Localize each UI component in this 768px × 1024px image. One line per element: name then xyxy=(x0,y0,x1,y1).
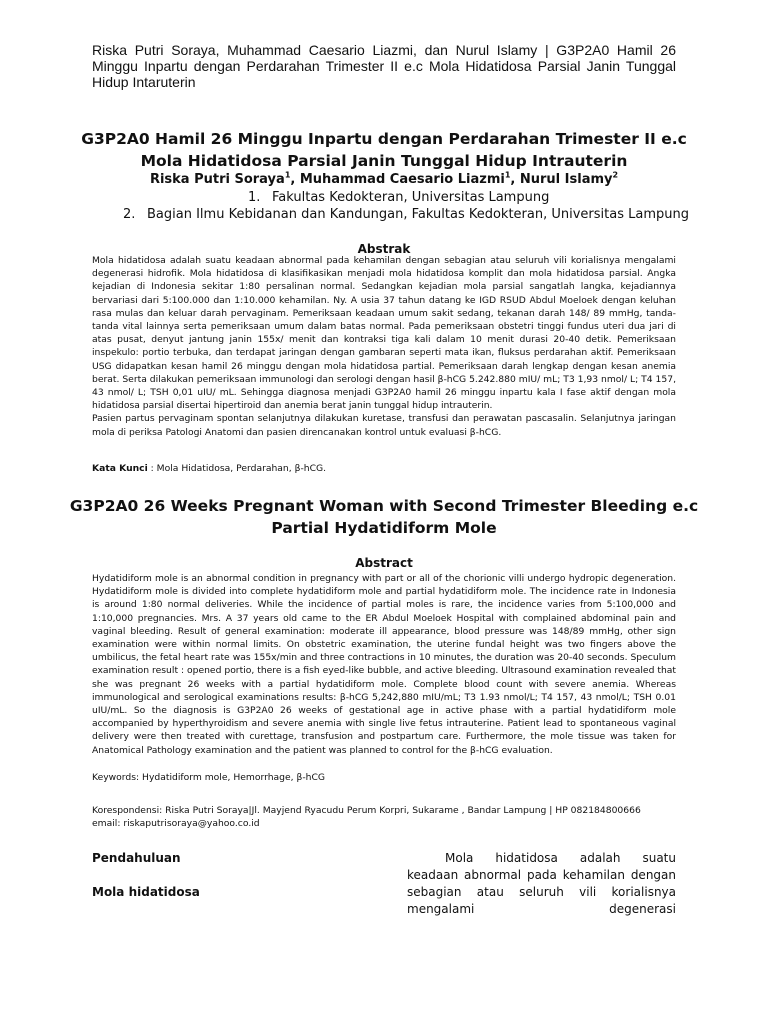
affiliation-text: Bagian Ilmu Kebidanan dan Kandungan, Fakultas Kedokteran, Universitas Lampung xyxy=(147,207,689,222)
abstrak-paragraph: Pasien partus pervaginam spontan selanjutnya dilakukan kuretase, transfusi dan perawatan pascasalin. Selanjutnya jaringan mola di periksa Patologi Anatomi dan pasien direncanakan kontrol untuk evaluasi β-hCG. xyxy=(92,413,676,438)
affiliation-number: 2. xyxy=(123,207,136,222)
intro-paragraph: Mola hidatidosa adalah suatu keadaan abnormal pada kehamilan dengan sebagian atau seluruh vili korialisnya mengalami degenerasi xyxy=(407,851,676,916)
author-list xyxy=(60,171,708,189)
keywords: Keywords: Hydatidiform mole, Hemorrhage, β-hCG xyxy=(92,772,326,783)
author-name: Nurul Islamy xyxy=(519,172,613,187)
author-affiliation-mark: 2 xyxy=(612,170,619,180)
paper-title-indonesian: G3P2A0 Hamil 26 Minggu Inpartu dengan Perdarahan Trimester II e.c Mola Hidatidosa Parsial Janin Tunggal Hidup Intrauterin xyxy=(81,130,687,170)
kata-kunci-label: Kata Kunci xyxy=(92,463,148,474)
section-heading-mola-hidatidosa: Mola hidatidosa xyxy=(92,885,200,899)
author-affiliation-mark: 1 xyxy=(284,170,291,180)
affiliation-text: Fakultas Kedokteran, Universitas Lampung xyxy=(272,190,550,205)
author-separator: , xyxy=(290,172,300,187)
abstract-heading: Abstract xyxy=(355,556,413,570)
abstrak-paragraph: Mola hidatidosa adalah suatu keadaan abnormal pada kehamilan dengan sebagian atau seluruh vili korialisnya mengalami degenerasi hidrofik. Mola hidatidosa di klasifikasikan menjadi mola hidatidosa komplit dan mola hidatidosa parsial. Angka kejadian di Indonesia sekitar 1:80 persalinan normal. Sedangkan kejadian mola parsial sangatlah langka, kejadiannya bervariasi dari 5:100.000 dan 1:10.000 kehamilan. Ny. A usia 37 tahun datang ke IGD RSUD Abdul Moeloek dengan keluhan rasa mulas dan keluar darah pervaginam. Pemeriksaan keadaan umum sakit sedang, tekanan darah 148/ 89 mmHg, tanda-tanda vital lainnya serta pemeriksaan umum dalam batas normal. Pada pemeriksaan obstetri tinggi fundus uteri dua jari di atas pusat, denyut jantung janin 155x/ menit dan kontraksi tiga kali dalam 10 menit durasi 20-40 detik. Pemeriksaan inspekulo: portio terbuka, dan terdapat jaringan dengan gambaran seperti mata ikan, fluksus perdarahan aktif. Pemeriksaan USG didapatkan kesan hamil 26 minggu dengan mola hidatidosa partial. Pemeriksaan darah lengkap dengan kesan anemia berat. Serta dilakukan pemeriksaan immunologi dan serologi dengan hasil β-hCG 5.242.880 mIU/ mL; T3 1,93 nmol/ L; T4 157, 43 nmol/ L; TSH 0,01 uIU/ mL. Sehingga diagnosa menjadi G3P2A0 hamil 26 minggu inpartu kala I fase aktif dengan mola hidatidosa parsial disertai hipertiroid dan anemia berat janin tunggal hidup intrauterin. xyxy=(92,255,676,412)
running-head: Riska Putri Soraya, Muhammad Caesario Liazmi, dan Nurul Islamy | G3P2A0 Hamil 26 Minggu Inpartu dengan Perdarahan Trimester II e.c Mola Hidatidosa Parsial Janin Tunggal Hidup Intaruterin xyxy=(92,42,676,90)
author-separator: , xyxy=(510,172,520,187)
kata-kunci-text: : Mola Hidatidosa, Perdarahan, β-hCG. xyxy=(147,463,327,474)
abstrak-body xyxy=(92,254,676,439)
affiliation-number: 1. xyxy=(248,190,261,205)
author-name: Riska Putri Soraya xyxy=(149,172,285,187)
abstract-body xyxy=(92,572,676,757)
correspondence-address: Korespondensi: Riska Putri Soraya|Jl. Mayjend Ryacudu Perum Korpri, Sukarame , Bandar Lampung | HP 082184800666 xyxy=(92,805,641,816)
author-name: Muhammad Caesario Liazmi xyxy=(299,172,505,187)
abstrak-heading: Abstrak xyxy=(357,242,411,256)
author-affiliation-mark: 1 xyxy=(504,170,511,180)
correspondence-email: email: riskaputrisoraya@yahoo.co.id xyxy=(92,818,260,829)
affiliation-item xyxy=(123,206,689,224)
section-heading-pendahuluan: Pendahuluan xyxy=(92,851,181,865)
abstract-paragraph: Hydatidiform mole is an abnormal condition in pregnancy with part or all of the chorionic villi undergo hydropic degeneration. Hydatidiform mole is divided into complete hydatidiform mole and partial hydatidiform mole. The incidence rate in Indonesia is around 1:80 normal deliveries. While the incidence of partial moles is rare, the incidence varies from 5:100,000 and 1:10,000 pregnancies. Mrs. A 37 years old came to the ER Abdul Moeloek Hospital with complained abdominal pain and vaginal bleeding. Result of general examination: moderate ill appearance, blood pressure was 148/89 mmHg, other sign examination were within normal limits. On obstetric examination, the uterine fundal height was two fingers above the umbilicus, the fetal heart rate was 155x/min and three contractions in 10 minutes, the duration was 20-40 seconds. Speculum examination result : opened portio, there is a fish eyed-like bubble, and active bleeding. Ultrasound examination revealed that she was pregnant 26 weeks with a partial hydatidiform mole. Complete blood count with severe anemia. Whereas immunological and serological examinations results: β-hCG 5,242,880 mIU/mL; T3 1.93 nmol/L; T4 157, 43 nmol/L; TSH 0.01 uIU/mL. So the diagnosis is G3P2A0 26 weeks of gestational age in active phase with a partial hydatidiform mole accompanied by hyperthyroidism and severe anemia with single live fetus intrauterine. Patient lead to spontaneous vaginal delivery were then treated with curettage, transfusion and postpartum care. Furthermore, the mole tissue was taken for Anatomical Pathology examination and the patient was planned to control for the β-hCG evaluation. xyxy=(92,573,676,756)
correspondence xyxy=(92,804,676,830)
paper-title-english: G3P2A0 26 Weeks Pregnant Woman with Second Trimester Bleeding e.c Partial Hydatidiform Mole xyxy=(69,497,699,537)
affiliation-item xyxy=(248,189,549,207)
kata-kunci xyxy=(92,462,676,475)
